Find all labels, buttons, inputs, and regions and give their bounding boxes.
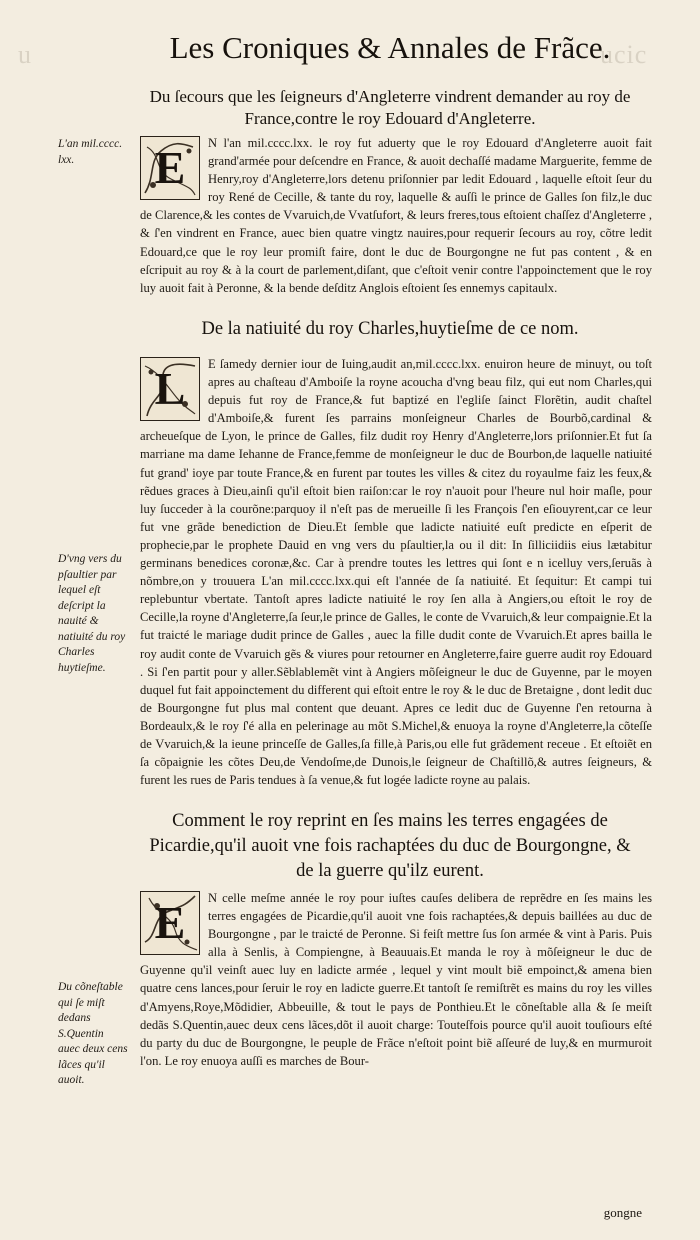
section2-paragraph: E ſamedy dernier iour de Iuing,audit an,mil.cccc.lxx. enuiron heure de minuyt, ou toſt apres au chaſteau d'Amboiſe la royne acoucha d'vng beau filz, qui eut nom Charles,qui depuis fut roy de France,& fut baptizé en l'egliſe ſainct Florẽtin, audit chaſtel d'Amboiſe,& furent ſes parrains monſeigneur Charles de Bourbõ,cardinal & archeueſque de Lyon, le prince de Galles, filz dudit roy Henry d'Angleterre,lors priſonnier.Et fut ſa marriane ma dame Iehanne de France,femme de monſeigneur le duc de Bourbon,de laquelle natiuité fut grand' ioye par toute France,& en furent par toutes les villes & citez du royaulme faiz les feux,& rẽdues graces à Dieu,ainſi qu'il eſtoit bien raiſon:car le roy n'auoit pour l'heure nul hoir maſle, pour luy ſucceder à la courõne:parquoy il n'eſt pas de merueille ſi les François ſ'en eſiouyrent,car ce leur fut vne grãde benediction de Dieu.Et ſemble que ladicte natiuité euſt predicte en eſperit de prophecie,par le prophete Dauid en vng vers du pſaultier,la ou il dit: In ſilliciidiis eius lætabitur germinans benedices coronæ,&c. Car à prendre toutes les lettres qui ſont e n icelluy vers,ſeruãs à nõmbre,on y trouuera L'an mil.cccc.lxx.qui eſt l'année de ſa natiuité. Et ſequitur: Et campi tui replebuntur vbertate. Tantoſt apres ladicte natiuité le roy ſen alla à Angiers,ou eſtoit le roy de Cecille,la royne d'Angleterre,ſa ſeur,le prince de Galles, le conte de Vvaruich,& leur compaignie.Et la fut traicté le mariage dudit prince de Galles , auec la fille dudit conte de Vvaruich.Et apres bailla le roy audit conte de Vvaruich gẽs & viures pour retourner en Angleterre,faire guerre audit roy Edouard . Si ſ'en partit pour y aller.Sẽblablemẽt vint à Angiers mõſeigneur le duc de Guyenne, par le moyen duquel fut fait appoinctement du different qui eſtoit entre le roy & le duc de Bretaigne , dont ledit duc de Bourgongne fut plus mal content que deuant. Apres ce ledit duc de Guyenne ſ'en retourna à Bordeaulx,& le roy ſ'é alla en pelerinage au mõt S.Michel,& enuoya la royne d'Angleterre,la cõteſſe de Vvaruich,& la ieune princeſſe de Galles,ſa fille,à Paris,ou elle fut grãdement receue . Et eſtoiẽt en ſa cõpaignie les cõtes Deu,de Vendoſme,de Dunois,le ſeigneur de Chaſtillõ,& autres ſeigneurs, & furent les rues de Paris tendues à ſa venue,& fut logée ladicte royne au palais.	[140, 357, 652, 788]
section3-heading: Comment le roy reprint en ſes mains les terres engagées de Picardie,qu'il auoit vne fois rachaptées du duc de Bourgongne, & de la guerre qu'ilz eurent.	[149, 811, 631, 881]
show-through-left: u	[18, 40, 32, 69]
catchword: gongne	[603, 1205, 642, 1220]
section2-text-block	[140, 355, 652, 789]
section3-margin-note: Du cõneſtable qui ſe miſt dedans S.Quentin auec deux cens lãces qu'il auoit.	[58, 981, 128, 1086]
section3-paragraph: N celle meſme année le roy pour iuſtes cauſes delibera de reprẽdre en ſes mains les terres engagées de Picardie,qu'il auoit vne fois rachaptées,& depuis baillées au duc de Bourgongne , par le traicté de Peronne. Si feiſt mettre ſus ſon armée & vint à Paris. Puis alla à Senlis, à Compiengne, à Beauuais.Et manda le roy à mõſeigneur le duc de Guyenne qu'il veinſt auec luy en ladicte armée , lequel y vint moult biẽ empoinct,& amena bien quatre cens lances,pour ſeruir le roy en ladicte guerre.Et tantoſt ſe remiſtrẽt es mains du roy les villes d'Amyens,Roye,Mõdidier, Abbeuille, & tout le pays de Ponthieu.Et le cõneſtable alla & ſe meiſt dedãs S.Quentin,auec deux cens lãces,dõt il auoit charge: Touteſfois pource qu'il auoit touſiours eſté du party du duc de Bourgongne, le peuple de Frãce n'eſtoit point biẽ aſſeuré de luy,& en murmuroit l'on. Le roy enuoya auſſi es marches de Bour-	[140, 891, 652, 1068]
section1-text-block	[140, 134, 652, 297]
section1-margin-note: L'an mil.cccc. lxx.	[58, 138, 123, 166]
section1-paragraph: N l'an mil.cccc.lxx. le roy fut aduerty que le roy Edouard d'Angleterre auoit fait grand'armée pour deſcendre en France, & auoit dechaſſé madame Marguerite, femme de Henry,roy d'Angleterre,lors detenu priſonnier par ledit Edouard , laquelle eſtoit ſeur du roy René de Cecille, & tante du roy, laquelle & auſſi le prince de Galles ſon filz,le duc de Clarence,& les contes de Vvaruich,de Vvatſufort, & leurs freres,tous eſtoient chaſſez d'Angleterre , & ſ'en vindrent en France, auec bien quatre vingtz nauires,pour requerir ſecours au roy, cõtre ledit Edouard,ce que le roy leur promiſt faire, dont le duc de Bourgongne ne fut pas content , & en eſcripuit au roy & à la court de parlement,diſant, que c'eſtoit venir contre l'appoinctement que le roy luy auoit fait à Peronne, & la bende deſditz Anglois eſtoient ſes ennemys capitaulx.	[140, 136, 652, 295]
decorated-initial-l	[140, 357, 200, 421]
drop-letter: E	[154, 141, 186, 193]
section3-text-block	[140, 889, 652, 1070]
drop-letter: E	[154, 896, 186, 948]
show-through-right: ucic	[600, 40, 648, 69]
decorated-initial-e	[140, 136, 200, 200]
running-title: Les Croniques & Annales de Frãce.	[169, 30, 611, 65]
drop-letter: L	[154, 362, 186, 414]
section2-heading: De la natiuité du roy Charles,huytieſme de ce nom.	[201, 319, 579, 339]
section1-heading: Du ſecours que les ſeigneurs d'Angleterre vindrent demander au roy de France,contre le roy Edouard d'Angleterre.	[149, 87, 631, 128]
section2-margin-note: D'vng vers du pſaultier par lequel eſt deſcript la nauité & natiuité du roy Charles huytieſme.	[58, 553, 126, 674]
decorated-initial-e	[140, 891, 200, 955]
